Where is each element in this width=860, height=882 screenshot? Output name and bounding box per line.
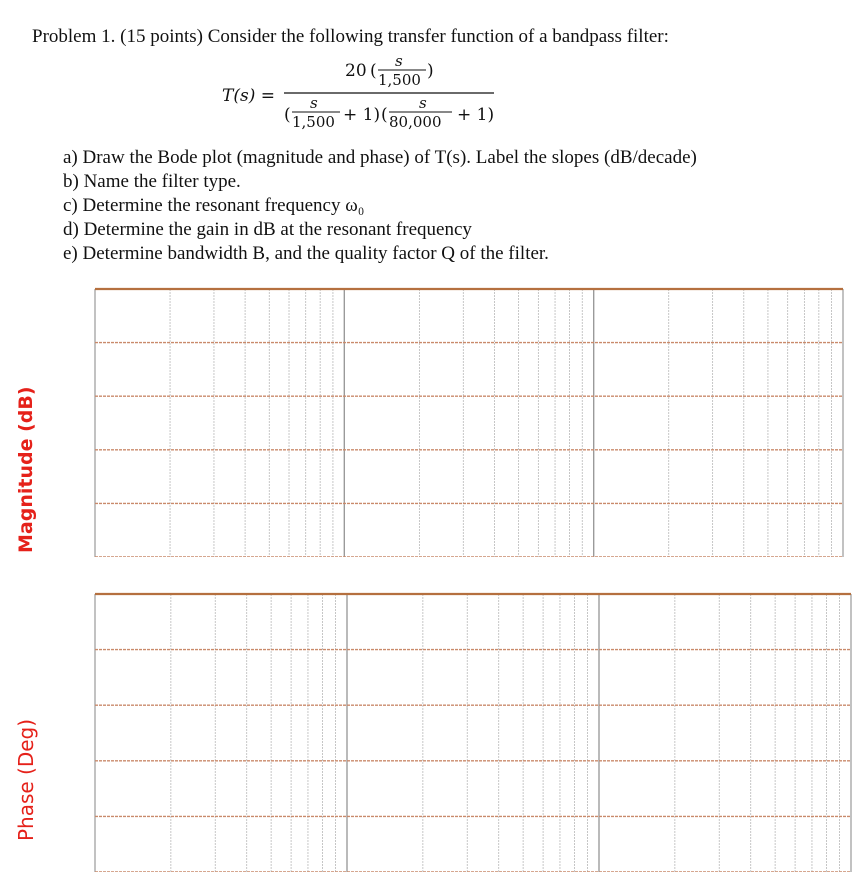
magnitude-grid bbox=[93, 285, 845, 557]
denominator-pole-1: 1,500 bbox=[292, 113, 335, 131]
equation-lhs: T(s) = bbox=[222, 86, 275, 106]
numerator-pole: 1,500 bbox=[378, 71, 421, 89]
magnitude-axis-label: Magnitude (dB) bbox=[15, 386, 37, 553]
transfer-function-equation bbox=[0, 0, 860, 140]
denominator-s-2: s bbox=[419, 94, 427, 112]
denominator-s-1: s bbox=[310, 94, 318, 112]
denominator-pole-2: 80,000 bbox=[389, 113, 442, 131]
phase-grid bbox=[93, 590, 853, 872]
denominator-plus-one-2: + 1) bbox=[457, 105, 495, 125]
problem-title: Problem 1. (15 points) Consider the following transfer function of a bandpass filter: bbox=[32, 26, 669, 47]
denominator-open-paren-2: ( bbox=[381, 105, 388, 125]
numerator-close-paren: ) bbox=[427, 61, 434, 81]
question-b: b) Name the filter type. bbox=[63, 171, 241, 192]
numerator-s: s bbox=[395, 52, 403, 70]
question-d: d) Determine the gain in dB at the resonant frequency bbox=[63, 219, 472, 240]
numerator-open-paren: ( bbox=[370, 61, 377, 81]
question-c: c) Determine the resonant frequency ω₀ bbox=[63, 195, 365, 216]
numerator-coefficient: 20 bbox=[345, 61, 367, 81]
question-list bbox=[63, 146, 697, 266]
question-e: e) Determine bandwidth B, and the quality factor Q of the filter. bbox=[63, 243, 549, 264]
phase-axis-label: Phase (Deg) bbox=[14, 718, 38, 842]
denominator-open-paren-1: ( bbox=[284, 105, 291, 125]
question-a: a) Draw the Bode plot (magnitude and phase) of T(s). Label the slopes (dB/decade) bbox=[63, 147, 697, 168]
denominator-plus-one-1: + 1) bbox=[343, 105, 381, 125]
